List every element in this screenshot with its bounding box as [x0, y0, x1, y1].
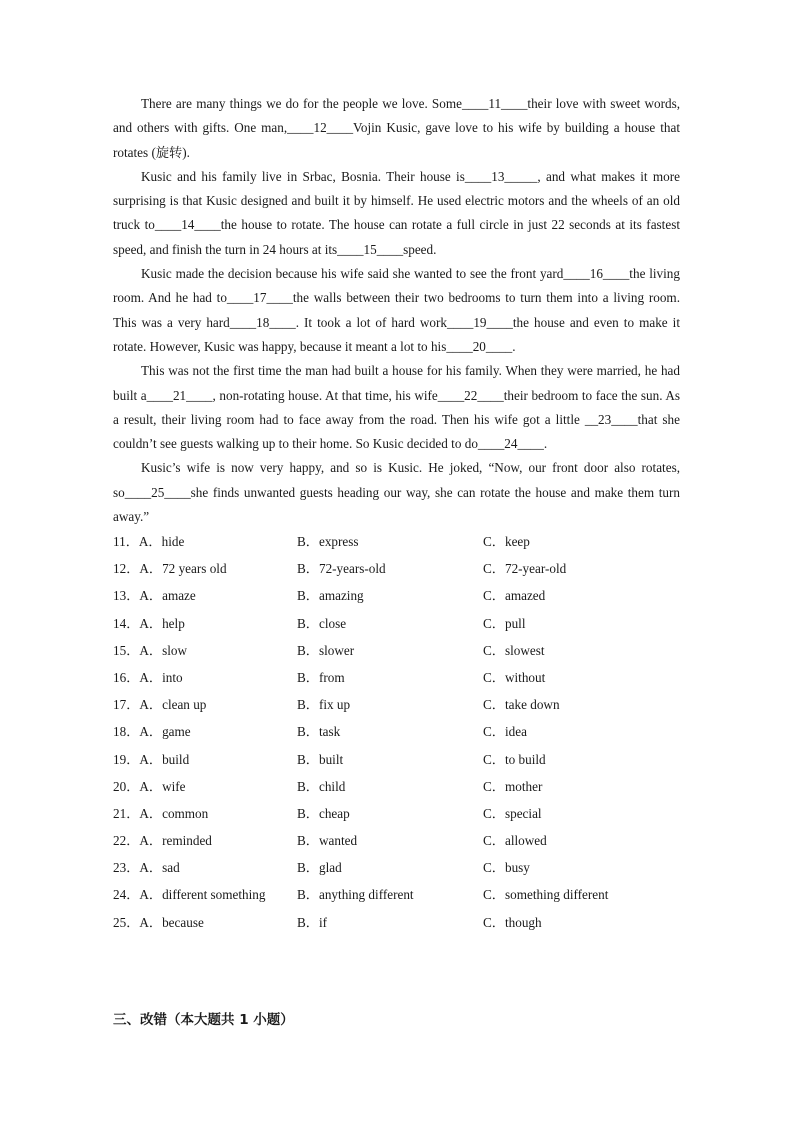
option-row — [113, 829, 680, 856]
option-a: 15．A．slow — [113, 642, 187, 658]
option-a: 13．A．amaze — [113, 588, 196, 604]
option-row — [113, 748, 680, 775]
option-c: C．something different — [483, 887, 609, 903]
option-a: 20．A．wife — [113, 778, 186, 794]
option-row — [113, 856, 680, 883]
section-heading: 三、改错（本大题共 1 小题） — [113, 1012, 294, 1028]
option-row — [113, 883, 680, 910]
option-b: B．amazing — [297, 588, 364, 604]
option-b: B．express — [297, 534, 359, 549]
option-c: C．take down — [483, 697, 560, 713]
option-b: B．from — [297, 669, 345, 685]
option-a: 17．A．clean up — [113, 697, 207, 713]
option-a: 14．A．help — [113, 615, 185, 631]
option-c: C．pull — [483, 615, 526, 631]
option-c: C．to build — [483, 751, 546, 767]
option-c: C．without — [483, 669, 546, 685]
option-b: B．cheap — [297, 805, 350, 821]
option-row — [113, 720, 680, 747]
option-a: 16．A．into — [113, 669, 183, 685]
option-c: C．allowed — [483, 833, 547, 849]
option-c: C．slowest — [483, 642, 545, 658]
cloze-passage — [113, 92, 680, 529]
option-a: 24．A．different something — [113, 887, 266, 903]
passage-paragraph-5: Kusic’s wife is now very happy, and so is Kusic. He joked, “Now, our front door also rotates, so____25____she finds unwanted guests heading our way, she can rotate the house and make them turn away.” — [113, 460, 680, 525]
option-b: B．child — [297, 778, 346, 794]
option-a: 19．A．build — [113, 751, 190, 767]
option-c: C．busy — [483, 860, 530, 876]
option-row — [113, 693, 680, 720]
option-b: B．glad — [297, 860, 342, 876]
option-c: C．special — [483, 805, 542, 821]
option-b: B．wanted — [297, 833, 358, 849]
option-b: B．built — [297, 751, 344, 767]
option-c: C．mother — [483, 778, 543, 794]
option-c: C．keep — [483, 534, 530, 549]
passage-paragraph-4: This was not the first time the man had built a house for his family. When they were married, he had built a____21____, non-rotating house. At that time, his wife____22____their bedroom to face the sun. As a result, their living room had to face away from the road. Then his wife got a little __23____that she couldn’t see guests walking up to their home. So Kusic decided to do____24____. — [113, 363, 680, 452]
option-c: C．idea — [483, 724, 527, 740]
passage-paragraph-3: Kusic made the decision because his wife said she wanted to see the front yard____16____the living room. And he had to____17____the walls between their two bedrooms to turn them into a living room. This was a very hard____18____. It took a lot of hard work____19____the house and even to make it rotate. However, Kusic was happy, because it meant a lot to his____20____. — [113, 266, 680, 354]
option-a: 18．A．game — [113, 724, 191, 740]
answer-options — [113, 530, 680, 938]
option-b: B．fix up — [297, 697, 351, 713]
option-c: C．72-year-old — [483, 561, 567, 577]
option-c: C．though — [483, 914, 542, 930]
option-row — [113, 775, 680, 802]
option-row — [113, 530, 680, 557]
option-a: 21．A．common — [113, 805, 209, 821]
option-b: B．slower — [297, 642, 355, 658]
option-row — [113, 557, 680, 584]
option-b: B．task — [297, 724, 341, 740]
passage-paragraph-2: Kusic and his family live in Srbac, Bosnia. Their house is____13_____, and what makes it more surprising is that Kusic designed and built it by himself. He used electric motors and the wheels of an old truck to____14____the house to rotate. The house can rotate a full circle in just 22 seconds at its fastest speed, and finish the turn in 24 hours at its____15____speed. — [113, 168, 680, 257]
option-a: 11．A．hide — [113, 534, 185, 549]
option-row — [113, 612, 680, 639]
option-a: 22．A．reminded — [113, 833, 212, 849]
option-b: B．anything different — [297, 887, 414, 903]
option-a: 23．A．sad — [113, 860, 180, 876]
option-row — [113, 584, 680, 611]
option-row — [113, 802, 680, 829]
option-row — [113, 666, 680, 693]
option-b: B．close — [297, 615, 347, 631]
option-c: C．amazed — [483, 588, 546, 604]
option-b: B．72-years-old — [297, 561, 386, 577]
option-a: 12．A．72 years old — [113, 561, 227, 577]
option-a: 25．A．because — [113, 914, 204, 930]
option-row — [113, 639, 680, 666]
option-b: B．if — [297, 914, 328, 930]
passage-paragraph-1: There are many things we do for the people we love. Some____11____their love with sweet words, and others with gifts. One man,____12____Vojin Kusic, gave love to his wife by building a house that rotates (旋转). — [113, 96, 680, 160]
option-row — [113, 911, 680, 938]
